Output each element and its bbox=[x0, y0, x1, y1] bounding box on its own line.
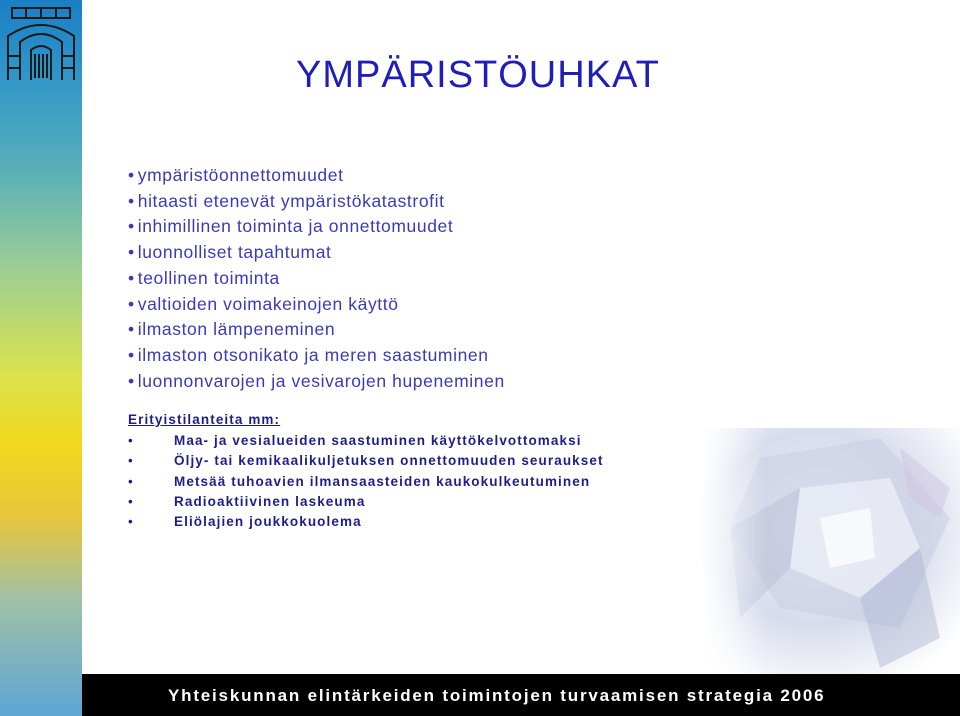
list-item-text: Öljy- tai kemikaalikuljetuksen onnettomuuden seuraukset bbox=[174, 453, 604, 469]
list-item: • hitaasti etenevät ympäristökatastrofit bbox=[128, 189, 505, 215]
list-item-text: Radioaktiivinen laskeuma bbox=[174, 493, 366, 509]
coat-of-arms-logo-icon bbox=[4, 6, 78, 82]
list-item: • luonnonvarojen ja vesivarojen hupeneminen bbox=[128, 369, 505, 395]
bullet: • bbox=[128, 473, 134, 489]
list-item bbox=[128, 431, 604, 451]
list-item bbox=[128, 492, 604, 512]
list-item: • luonnolliset tapahtumat bbox=[128, 240, 505, 266]
list-item: • ilmaston lämpeneminen bbox=[128, 317, 505, 343]
list-item-text: Maa- ja vesialueiden saastuminen käyttökelvottomaksi bbox=[174, 433, 582, 448]
list-item: • inhimillinen toiminta ja onnettomuudet bbox=[128, 214, 505, 240]
footer-text: Yhteiskunnan elintärkeiden toimintojen turvaamisen strategia 2006 bbox=[168, 686, 826, 705]
bullet: • bbox=[128, 493, 134, 509]
list-item: • ilmaston otsonikato ja meren saastuminen bbox=[128, 343, 505, 369]
list-item: • ympäristöonnettomuudet bbox=[128, 163, 505, 189]
bullet: • bbox=[128, 453, 134, 469]
main-threat-list bbox=[128, 163, 505, 394]
list-item bbox=[128, 472, 604, 492]
list-item-text: Eliölajien joukkokuolema bbox=[174, 514, 362, 530]
list-item-text: Metsää tuhoavien ilmansaasteiden kaukokulkeutuminen bbox=[174, 473, 591, 489]
list-item: • valtioiden voimakeinojen käyttö bbox=[128, 292, 505, 318]
list-item: • teollinen toiminta bbox=[128, 266, 505, 292]
bullet: • bbox=[128, 433, 134, 448]
list-item bbox=[128, 451, 604, 471]
crystal-image bbox=[700, 428, 960, 678]
bullet: • bbox=[128, 514, 134, 530]
footer-bar bbox=[82, 674, 960, 716]
special-cases-heading: Erityistilanteita mm: bbox=[128, 412, 281, 427]
page-title: YMPÄRISTÖUHKAT bbox=[296, 54, 660, 96]
list-item bbox=[128, 512, 604, 532]
left-gradient-band bbox=[0, 0, 82, 716]
special-cases-list bbox=[128, 431, 604, 532]
